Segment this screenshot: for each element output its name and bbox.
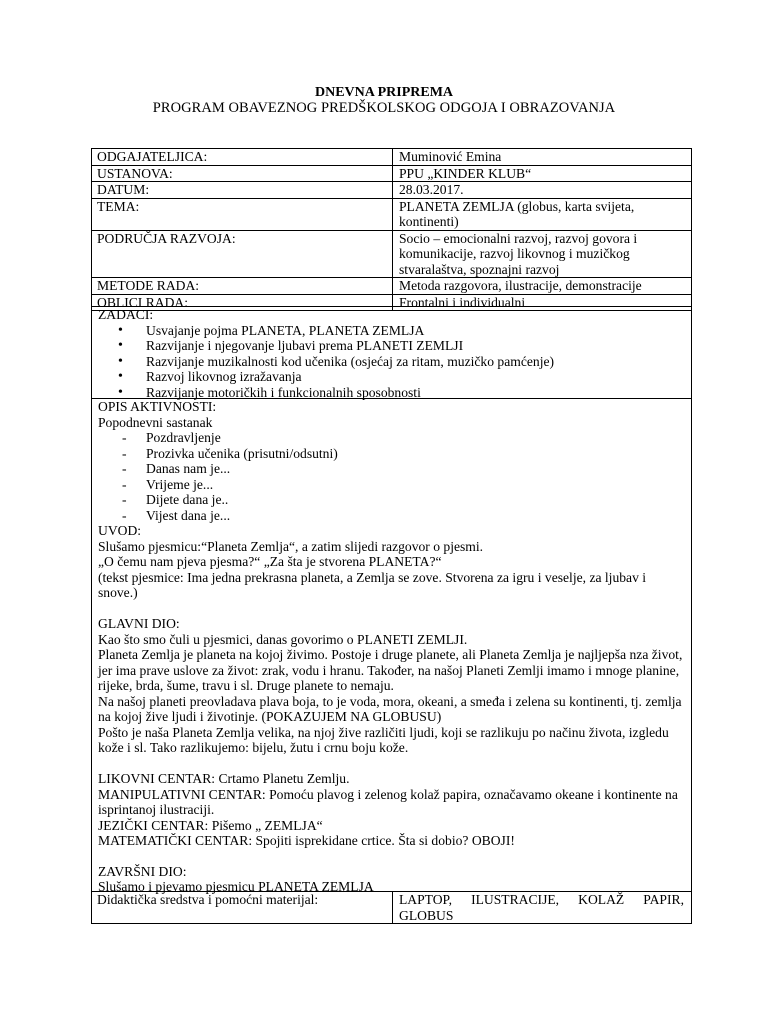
materijal-row [92,892,692,924]
list-item: - Prozivka učenika (prisutni/odsutni) [98,446,684,462]
list-item: • Razvijanje i njegovanje ljubavi prema PLANETI ZEMLJI [98,338,691,354]
glavni-paragraph: Pošto je naša Planeta Zemlja velika, na njoj žive različiti ljudi, koji se razlikuju po načinu života, izgledu kože i sl. Tako razlikujemo: bijelu, žutu i crnu boju kože. [98,724,669,755]
meta-row [92,165,692,182]
list-item: - Vrijeme je... [98,477,684,493]
meta-row [92,198,692,230]
sastanak-heading: Popodnevni sastanak [98,414,213,430]
uvod-line: Slušamo pjesmicu:“Planeta Zemlja“, a zatim slijedi razgovor o pjesmi. [98,538,484,554]
opis-section [91,398,692,892]
glavni-paragraph: Na našoj planeti preovladava plava boja, to je voda, mora, okeani, a smeđa i zelena su kontinenti, tj. zemlja na kojoj žive ljudi i životinje. (POKAZUJEM NA GLOBUSU) [98,693,682,724]
meta-label: DATUM: [92,182,393,199]
materijal-table [91,891,692,924]
meta-label: USTANOVA: [92,165,393,182]
materijal-value: LAPTOP, ILUSTRACIJE, KOLAŽ PAPIR, GLOBUS [393,892,692,924]
uvod-line: „O čemu nam pjeva pjesma?“ „Za šta je stvorena PLANETA?“ [98,554,442,569]
document-subtitle: PROGRAM OBAVEZNOG PREDŠKOLSKOG ODGOJA I OBRAZOVANJA [152,100,616,116]
meta-value: PLANETA ZEMLJA (globus, karta svijeta, kontinenti) [393,198,692,230]
list-item: - Dijete dana je.. [98,492,684,508]
meta-value: Metoda razgovora, ilustracije, demonstracije [393,278,692,295]
zadaci-heading: ZADACI: [98,307,154,322]
opis-heading: OPIS AKTIVNOSTI: [98,399,217,414]
meta-row [92,182,692,199]
meta-value: 28.03.2017. [393,182,692,199]
glavni-heading: GLAVNI DIO: [98,616,180,631]
glavni-paragraph: Planeta Zemlja je planeta na kojoj živimo. Postoje i druge planete, ali Planeta Zemlja je najljepša nza život, jer ima prave uslove za život: zrak, vodu i hranu. Također, na našoj Planeti Zemlji imamo i mnoge planine, rijeke, brda, šume, travu i sl. Druge planete to nemaju. [98,647,683,693]
document-title: DNEVNA PRIPREMA [314,85,454,100]
zadaci-section [91,306,692,399]
list-item: - Pozdravljenje [98,430,684,446]
meta-row [92,278,692,295]
meta-label: PODRUČJA RAZVOJA: [92,230,393,278]
meta-label: METODE RADA: [92,278,393,295]
zadaci-list [98,323,691,401]
meta-label: TEMA: [92,198,393,230]
meta-row [92,230,692,278]
spacer [98,849,684,864]
list-item: • Razvoj likovnog izražavanja [98,369,691,385]
centar-line: LIKOVNI CENTAR: Crtamo Planetu Zemlju. [98,771,350,786]
meta-value: Muminović Emina [393,149,692,166]
meta-label: ODGAJATELJICA: [92,149,393,166]
meta-row [92,149,692,166]
centar-line: JEZIČKI CENTAR: Pišemo „ ZEMLJA“ [98,817,323,833]
meta-value: Frontalni i individualni [393,294,692,311]
list-item: • Razvijanje motoričkih i funkcionalnih sposobnosti [98,385,691,401]
spacer [98,601,684,617]
list-item: • Razvijanje muzikalnosti kod učenika (osjećaj za ritam, muzičko pamćenje) [98,354,691,370]
uvod-line: (tekst pjesmice: Ima jedna prekrasna planeta, a Zemlja se zove. Stvorena za igru i veselje, za ljubav i snove.) [98,569,647,600]
meta-value: PPU „KINDER KLUB“ [393,165,692,182]
zavrsni-line: Slušamo i pjevamo pjesmicu PLANETA ZEMLJA [98,879,374,894]
uvod-heading: UVOD: [98,523,142,538]
centar-line: MATEMATIČKI CENTAR: Spojiti isprekidane crtice. Šta si dobio? OBOJI! [98,833,515,848]
list-item: • Usvajanje pojma PLANETA, PLANETA ZEMLJA [98,323,691,339]
meta-table [91,148,692,311]
zavrsni-heading: ZAVRŠNI DIO: [98,863,187,879]
materijal-label: Didaktička sredstva i pomoćni materijal: [92,892,393,924]
list-item: - Danas nam je... [98,461,684,477]
list-item: - Vijest dana je... [98,508,684,524]
centar-line: MANIPULATIVNI CENTAR: Pomoću plavog i zelenog kolaž papira, označavamo okeane i kontinente na isprintanoj ilustraciji. [98,786,678,817]
meta-label: OBLICI RADA: [92,294,393,311]
glavni-paragraph: Kao što smo čuli u pjesmici, danas govorimo o PLANETI ZEMLJI. [98,631,468,647]
spacer [98,756,684,772]
meta-value: Socio – emocionalni razvoj, razvoj govora i komunikacije, razvoj likovnog i muzičkog stvaralaštva, spoznajni razvoj [393,230,692,278]
